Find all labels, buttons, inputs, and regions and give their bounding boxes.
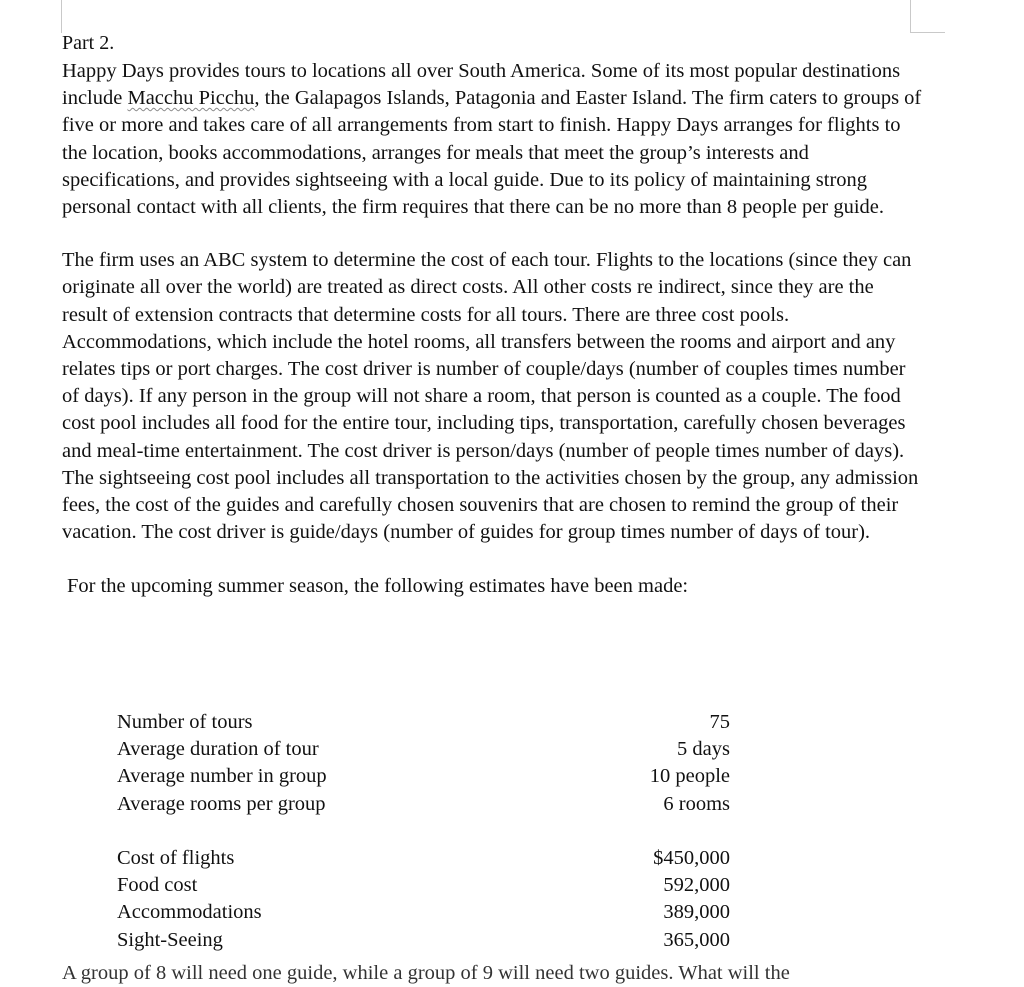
estimate-value: 10 people <box>649 765 730 788</box>
estimate-label: Number of tours <box>117 711 253 733</box>
paragraph-text: , the Galapagos Islands, Patagonia and Easter Island. The firm caters to groups of five or more and takes care of all arrangements from start to finish. Happy Days arranges for flights to the location, books accommodations, arranges for meals that meet the group’s interests and specifications, and provides sightseeing with a local guide. Due to its policy of maintaining strong personal contact with all clients, the firm requires that there can be no more than 8 people per guide. <box>62 87 922 219</box>
cut-off-next-line <box>62 962 902 987</box>
table-row <box>117 872 730 899</box>
part-heading: Part 2. <box>62 32 115 54</box>
page-corner-mark-left <box>61 0 62 33</box>
estimates-table <box>117 709 730 818</box>
paragraph-company-description <box>62 58 922 221</box>
table-row <box>117 845 730 872</box>
cut-off-text: A group of 8 will need one guide, while a group of 9 will need two guides. What will the <box>62 962 790 984</box>
cost-label: Accommodations <box>117 901 262 924</box>
estimate-value: 5 days <box>677 738 730 761</box>
document-body <box>62 30 922 600</box>
estimate-label: Average rooms per group <box>117 792 326 815</box>
cost-value: 592,000 <box>663 874 730 897</box>
table-row <box>117 791 730 818</box>
estimate-label: Average duration of tour <box>117 738 319 761</box>
paragraph-abc-system: The firm uses an ABC system to determine the cost of each tour. Flights to the locations (since they can originate all over the world) are treated as direct costs. All other costs re indirect, since they are the result of extension contracts that determine costs for all tours. There are three cost pools. Accommodations, which include the hotel rooms, all transfers between the rooms and airport and any relates tips or port charges. The cost driver is number of couple/days (number of couples times number of days). If any person in the group will not share a room, that person is counted as a couple. The food cost pool includes all food for the entire tour, including tips, transportation, carefully chosen beverages and meal-time entertainment. The cost driver is person/days (number of people times number of days). The sightseeing cost pool includes all transportation to the activities chosen by the group, any admission fees, the cost of the guides and carefully chosen souvenirs that are chosen to remind the group of their vacation. The cost driver is guide/days (number of guides for group times number of days of tour). <box>62 249 919 544</box>
cost-value: $450,000 <box>653 847 730 869</box>
table-row <box>117 763 730 790</box>
estimate-value: 6 rooms <box>663 792 730 815</box>
page-corner-mark-right <box>910 0 911 33</box>
costs-table <box>117 845 730 954</box>
table-row <box>117 709 730 736</box>
estimates-intro: For the upcoming summer season, the following estimates have been made: <box>67 575 689 598</box>
spellcheck-flagged-word[interactable]: Macchu Picchu <box>127 87 255 110</box>
cost-label: Food cost <box>117 874 198 897</box>
cost-label: Sight-Seeing <box>117 928 223 951</box>
cost-value: 389,000 <box>663 901 730 924</box>
estimate-value: 75 <box>709 711 730 733</box>
cost-label: Cost of flights <box>117 847 235 869</box>
cost-value: 365,000 <box>663 928 730 951</box>
table-row <box>117 736 730 763</box>
paragraph-text: Happy Days provides tours to locations all over South America. Some of its most popular destinations include <box>62 60 901 110</box>
estimate-label: Average number in group <box>117 765 327 788</box>
table-row <box>117 899 730 926</box>
table-row <box>117 927 730 954</box>
